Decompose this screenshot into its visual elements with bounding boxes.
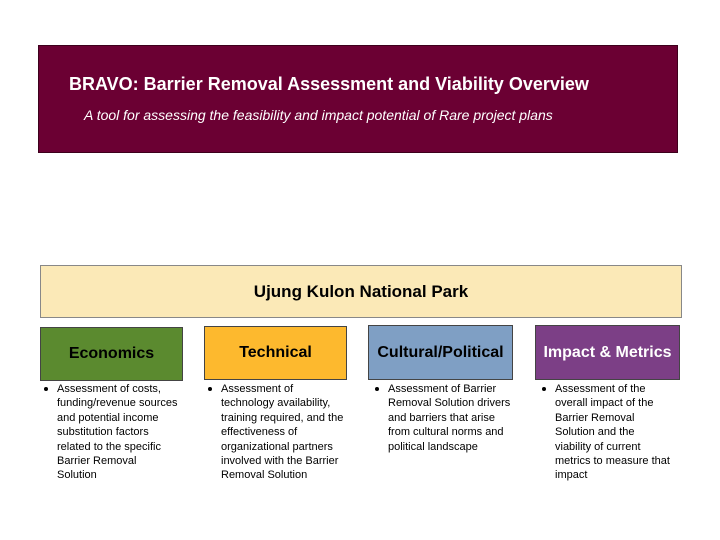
- pillar-technical: [204, 326, 347, 380]
- impact-metrics-description-list: [541, 382, 671, 483]
- page-title: BRAVO: Barrier Removal Assessment and Viability Overview: [69, 74, 589, 94]
- pillar-impact-metrics-label: Impact & Metrics: [543, 343, 672, 361]
- pillar-economics-label: Economics: [68, 345, 155, 362]
- impact-metrics-description: Assessment of the overall impact of the Barrier Removal Solution and the viability of current metrics to measure that impact: [541, 382, 671, 483]
- pillar-technical-label: Technical: [239, 344, 312, 361]
- economics-description-list: [43, 382, 178, 483]
- title-banner: [38, 45, 678, 153]
- technical-description-list: [207, 382, 347, 483]
- economics-description: Assessment of costs, funding/revenue sources and potential income substitution factors related to the specific Barrier Removal Solution: [43, 382, 178, 483]
- pillar-economics: [40, 327, 183, 381]
- pillar-impact-metrics: [535, 325, 680, 380]
- pillar-cultural-political: [368, 325, 513, 380]
- site-box: [40, 265, 682, 318]
- site-label: Ujung Kulon National Park: [253, 281, 469, 301]
- pillar-cultural-political-label: Cultural/Political: [377, 343, 504, 361]
- page-subtitle: A tool for assessing the feasibility and impact potential of Rare project plans: [84, 107, 553, 123]
- cultural-political-description: Assessment of Barrier Removal Solution drivers and barriers that arise from cultural norms and political landscape: [374, 382, 514, 454]
- cultural-political-description-list: [374, 382, 514, 454]
- technical-description: Assessment of technology availability, training required, and the effectiveness of organizational partners involved with the Barrier Removal Solution: [207, 382, 347, 483]
